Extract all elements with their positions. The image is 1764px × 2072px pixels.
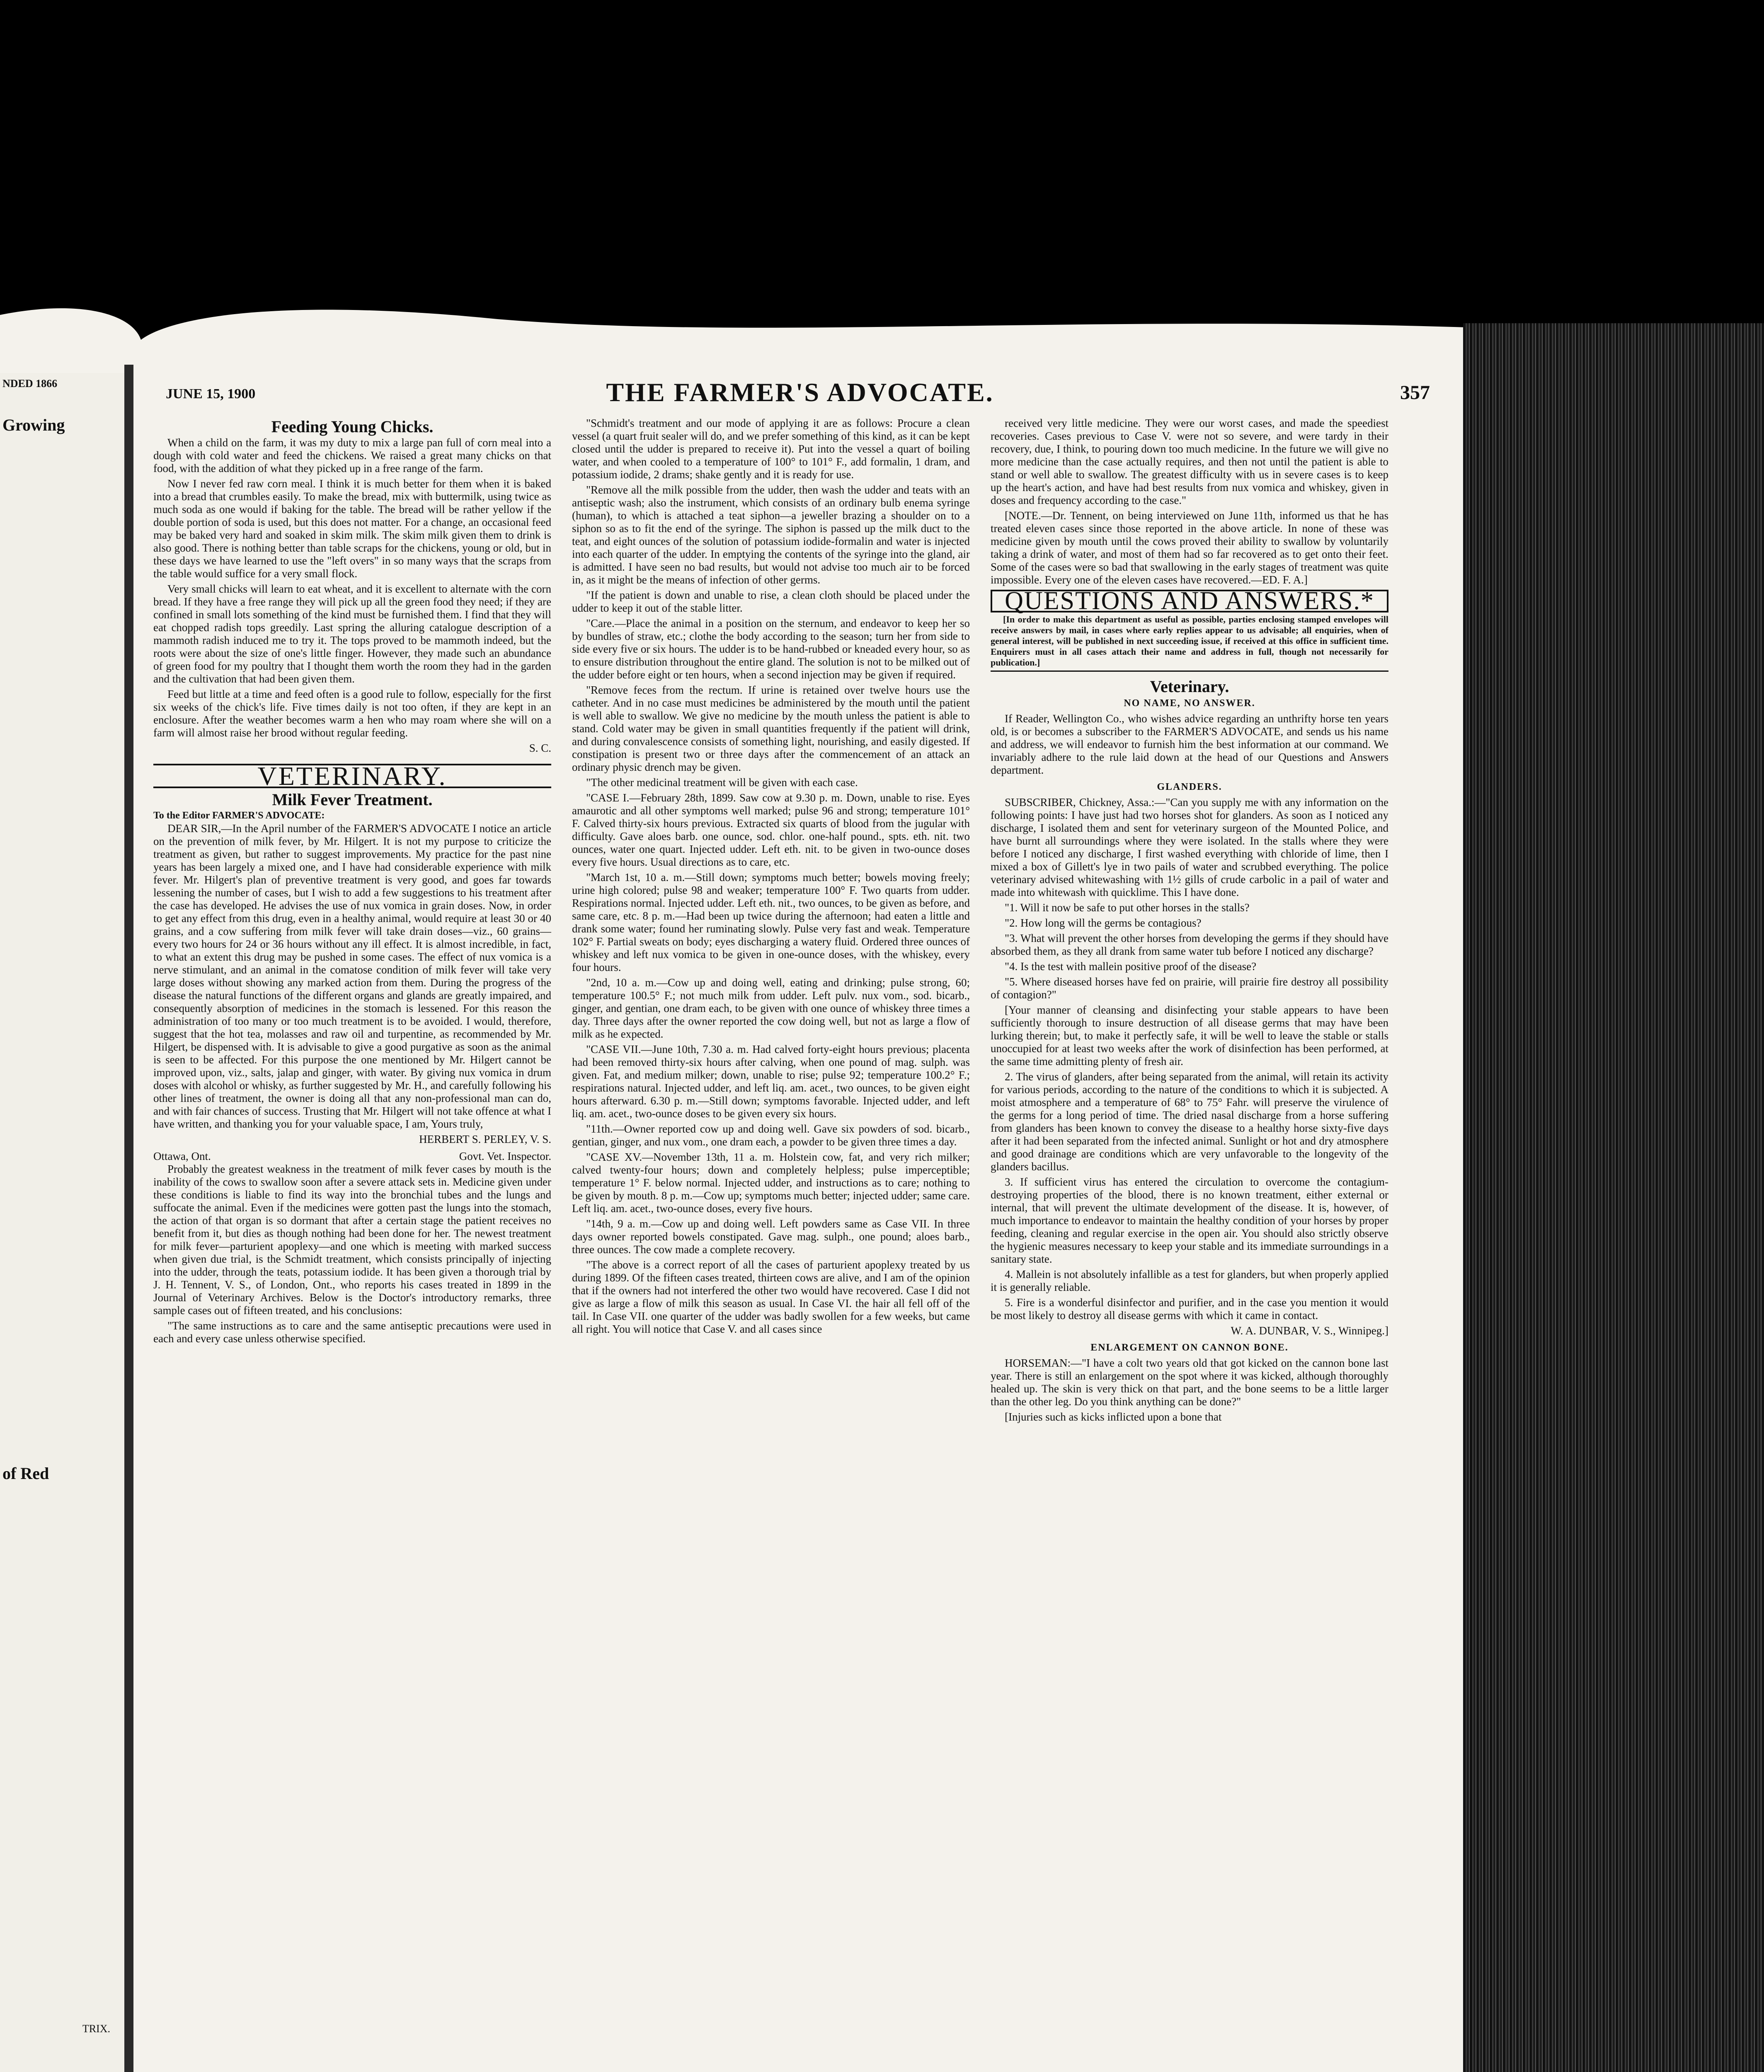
chicks-paragraph: Now I never fed raw corn meal. I think it is much better for them when it is baked into a bread that crumbles easily. To make the bread, mix with buttermilk, using twice as much soda as one would if baking for the table. The bread will be rather yellow if the double portion of soda is used, but this does not matter. For a change, an occasional feed may be baked very hard and soaked in skim milk. The skim milk given them to drink is also good. There is nothing better than table scraps for the chickens, young or old, but in these days we have learned to use the "left overs" in so many ways that the scraps from the table would suffice for a very small flock. [153, 477, 551, 580]
qa-answer: [Injuries such as kicks inflicted upon a bone that [1005, 1411, 1222, 1423]
article-paragraph: received very little medicine. They were our worst cases, and made the speediest recoveries. Cases previous to Case V. were not so severe, and were tardy in their recovery, due, I think, to pouring down too much medicine. In the future we will give no more medicine than the case actually requires, and then not until the patient is able to stand or well able to swallow. The greatest difficulty with us in severe cases is to keep up the heart's action, and have had best results from nux vomica and whiskey, given in doses and frequency according to the case." [991, 417, 1388, 506]
column-1 [153, 417, 551, 2072]
letter-signature-name: HERBERT S. PERLEY, V. S. [419, 1133, 551, 1145]
cannon-bone-title: ENLARGEMENT ON CANNON BONE. [1090, 1342, 1289, 1353]
masthead [153, 377, 1447, 406]
chicks-paragraph: When a child on the farm, it was my duty to mix a large pan full of corn meal into a dough with cold water and feed the chickens. We raised a great many chicks on that food, with the addition of what they picked up in a free range of the farm. [153, 436, 551, 474]
article-paragraph: "The same instructions as to care and the same antiseptic precautions were used in each and every case unless otherwise specified. [153, 1319, 551, 1345]
qa-question: SUBSCRIBER, Chickney, Assa.:—"Can you supply me with any information on the following points: I have just had two horses shot for glanders. As soon as I noticed any discharge, I isolated them and sent for veterinary surgeon of the Mounted Police, and have burnt all surroundings where they were isolated. In the stalls where they were before I noticed any discharge, I first washed everything with chloride of lime, then I mixed a box of Gillett's lye in two pails of water and scrubbed everything. The police veterinary advised whitewashing with 1½ gills of crude carbolic in a pail of water and made into whitewash with quicklime. This I have done. [991, 796, 1388, 898]
questions-answers-note: [In order to make this department as useful as possible, parties enclosing stamped envelopes will receive answers by mail, in cases where early replies appear to us advisable; all enquiries, when of general interest, will be published in next succeeding issue, if received at this office in sufficient time. Enquirers must in all cases attach their name and address in full, though not necessarily for publication.] [991, 614, 1388, 672]
qa-paragraph: If Reader, Wellington Co., who wishes advice regarding an unthrifty horse ten years old, is or becomes a subscriber to the FARMER'S ADVOCATE, and sends us his name and address, we will endeavor to furnish him the best information at our command. We invariably adhere to the rule laid down at the head of our Questions and Answers department. [991, 712, 1388, 776]
chicks-title: Feeding Young Chicks. [271, 417, 434, 436]
case-paragraph: "CASE XV.—November 13th, 11 a. m. Holstein cow, fat, and very rich milker; calved twenty-four hours; down and completely helpless; pulse imperceptible; temperature 1° F. below normal. Injected udder, and instructions as to care; nothing to be given by mouth. 8 p. m.—Cow up; symptoms much better; injected udder; same care. Left liq. am. acet., two-ounce doses, every five hours. [572, 1151, 970, 1215]
chicks-paragraph: Very small chicks will learn to eat wheat, and it is excellent to alternate with the corn bread. If they have a free range they will pick up all the green food they need; if they are confined in small lots something of the kind must be furnished them. I find that they will eat chopped radish tops greedily. Last spring the alluring catalogue description of a mammoth radish induced me to try it. The tops proved to be mammoth indeed, but the roots were about the size of one's little finger. However, they made such an abundance of green food for my poultry that I thought them worth the room they had in the garden and the cultivation that had been given them. [153, 583, 551, 685]
column-3 [991, 417, 1388, 2072]
qa-question: "3. What will prevent the other horses from developing the germs if they should have absorbed them, as they all drank from same water tub before I noticed any discharge? [991, 932, 1388, 957]
veterinary-subheader: Veterinary. [1150, 677, 1229, 696]
case-paragraph: "11th.—Owner reported cow up and doing well. Gave six powders of sod. bicarb., gentian, ginger, and nux vom., one dram each, a powder to be given three times a day. [572, 1123, 970, 1148]
qa-answer: 2. The virus of glanders, after being separated from the animal, will retain its activity for various periods, according to the nature of the conditions to which it is subjected. A moist atmosphere and a temperature of 68° to 75° Fahr. will preserve the virulence of the germs for a long period of time. The dried nasal discharge from a horse suffering from glanders has been known to convey the disease to a healthy horse sixty-five days after it had been separated from the infected animal. Sunlight or hot and dry atmosphere and good drainage are conditions which are very unfavorable to the longevity of the glanders bacillus. [991, 1070, 1388, 1173]
chicks-paragraph: Feed but little at a time and feed often is a good rule to follow, especially for the first six weeks of the chick's life. Five times daily is not too often, if they are kept in an enclosure. After the weather becomes warm a hen who may roam where she will on a farm will almost raise her brood without regular feeding. [153, 688, 551, 739]
letter-paragraph: DEAR SIR,—In the April number of the FARMER'S ADVOCATE I notice an article on the prevention of milk fever, by Mr. Hilgert. It is not my purpose to criticize the treatment as given, but rather to suggest improvements. My practice for the past nine years has been largely a mixed one, and I have had considerable experience with milk fever. Mr. Hilgert's plan of preventive treatment is very good, and goes far towards lessening the number of cases, but I wish to add a few suggestions to his treatment after the case has developed. He advises the use of nux vomica in grain doses. Now, in order to get any effect from this drug, even in a healthy animal, would require at least 30 or 40 grains, and a cow suffering from milk fever will take drain doses—viz., 60 grains—every two hours for 24 or 36 hours without any ill effect. It is almost incredible, in fact, to what an extent this drug may be pushed in some cases. The effect of nux vomica is a nerve stimulant, and an animal in the comatose condition of milk fever will take very large doses without showing any marked action from them. During the progress of the disease the natural functions of the different organs and glands are greatly impaired, and consequently absorption of medicines in the stomach is lessened. For this reason the administration of too many or too much treatment is to be avoided. I would, therefore, suggest that the hot tea, molasses and raw oil and turpentine, as recommended by Mr. Hilgert, be dispensed with. It is advisable to give a good purgative as soon as the animal is seen to be affected. For this purpose the one mentioned by Mr. Hilgert cannot be improved upon, viz., salts, jalap and ginger, with water. By giving nux vomica in drum doses with alcohol or whisky, as further suggested by Mr. H., and carefully following his other lines of treatment, the owner is doing all that any non-professional man can do, and with fair chances of success. Trusting that Mr. Hilgert will not take offence at what I have written, and thanking you for your valuable space, I am, Yours truly, [153, 822, 551, 1130]
article-paragraph: Probably the greatest weakness in the treatment of milk fever cases by mouth is the inability of the cows to swallow soon after a severe attack sets in. Medicine given under these conditions is liable to find its way into the bronchial tubes and the lungs and suffocate the animal. Even if the medicines were gotten past the lungs into the stomach, the action of that organ is so dormant that after a certain stage the patient receives no benefit from it, but dies as though nothing had been done for her. The newest treatment for milk fever—parturient apoplexy—and one which is meeting with marked success when given due trial, is the Schmidt treatment, which consists principally of injecting into the udder, through the teats, potassium iodide. It has been given a thorough trial by J. H. Tennent, V. S., of London, Ont., who reports his cases treated in 1899 in the Journal of Veterinary Archives. Below is the Doctor's introductory remarks, three sample cases out of fifteen treated, and his conclusions: [153, 1163, 551, 1317]
veterinary-header: VETERINARY. [153, 764, 551, 788]
questions-answers-header: QUESTIONS AND ANSWERS.* [991, 590, 1388, 612]
qa-answer: 4. Mallein is not absolutely infallible as a test for glanders, but when properly applied it is generally reliable. [991, 1268, 1388, 1293]
qa-question: "4. Is the test with mallein positive proof of the disease? [1005, 960, 1257, 973]
column-2 [572, 417, 970, 2072]
qa-answer: [Your manner of cleansing and disinfecting your stable appears to have been sufficiently thorough to insure destruction of all disease germs that may have been lurking therein; but, to make it perfectly safe, it will be well to leave the stable or stalls unoccupied for at least two weeks after the work of disinfection has been performed, at the same time admitting plenty of fresh air. [991, 1004, 1388, 1067]
case-paragraph: "14th, 9 a. m.—Cow up and doing well. Left powders same as Case VII. In three days owner reported bowels constipated. Gave mag. sulph., one pound; aloes barb., three ounces. The cow made a complete recovery. [572, 1218, 970, 1256]
schmidt-paragraph: "The other medicinal treatment will be given with each case. [586, 776, 858, 789]
letter-place: Ottawa, Ont. [153, 1150, 211, 1162]
case-paragraph: "March 1st, 10 a. m.—Still down; symptoms much better; bowels moving freely; urine high colored; pulse 98 and weaker; temperature 100° F. Two quarts from udder. Respirations normal. Injected udder. Left eth. nit., two ounces, to be given as before, and same care, etc. 8 p. m.—Had been up twice during the afternoon; had eaten a little and drank some water; found her ruminating slowly. Pulse very fast and weak. Temperature 102° F. Partial sweats on body; eyes discharging a watery fluid. Ordered three ounces of whiskey and left nux vomica to be given in one-ounce doses, with the whiskey, every four hours. [572, 871, 970, 973]
book-gutter [124, 365, 133, 2072]
issue-date: JUNE 15, 1900 [166, 386, 256, 402]
qa-answer: 5. Fire is a wonderful disinfector and purifier, and in the case you mention it would be most likely to destroy all disease germs with which it came in contact. [991, 1296, 1388, 1322]
case-paragraph: "The above is a correct report of all the cases of parturient apoplexy treated by us during 1899. Of the fifteen cases treated, thirteen cows are alive, and I am of the opinion that if the owners had not interfered the other two would have recovered. Case I did not give as large a flow of milk this season as usual. In Case VI. the hair all fell off of the tail. In Case VII. one quarter of the udder was badly swollen for a few weeks, but came all right. You will notice that Case V. and all cases since [572, 1259, 970, 1335]
left-trix: TRIX. [82, 2023, 110, 2035]
left-growing: Growing [2, 416, 65, 434]
case-paragraph: "CASE VII.—June 10th, 7.30 a. m. Had calved forty-eight hours previous; placenta had been removed thirty-six hours after calving, when one pound of mag. sulph. was given. Fat, and medium milker; down, unable to rise; pulse 92; temperature 100.2° F.; respirations natural. Injected udder, and left liq. am. acet., two ounces, to be given eight hours afterward. 6.30 p. m.—Still down; symptoms favorable. Injected udder, and left liq. am. acet., two-ounce doses to be given every six hours. [572, 1043, 970, 1120]
schmidt-paragraph: "Remove all the milk possible from the udder, then wash the udder and teats with an antiseptic wash; also the instrument, which consists of an ordinary bulb enema syringe (human), to which is attached a teat siphon—a jeweller brazing a shoulder on to a siphon so as to fit the end of the syringe. The siphon is passed up the milk duct to the teat, and eight ounces of the solution of potassium iodide-formalin and water is injected into each quarter of the udder. In emptying the contents of the syringe into the gland, air is admitted. I have seen no bad results, but would not advise too much air to be forced in, as it might be the means of infection of other germs. [572, 484, 970, 586]
qa-question: HORSEMAN:—"I have a colt two years old that got kicked on the cannon bone last year. There is still an enlargement on the spot where it was kicked, although thoroughly healed up. The skin is very thick on that part, and the bone seems to be a little larger than the other leg. Do you think anything can be done?" [991, 1357, 1388, 1408]
case-paragraph: "CASE I.—February 28th, 1899. Saw cow at 9.30 p. m. Down, unable to rise. Eyes amaurotic and all other symptoms well marked; pulse 96 and strong; temperature 101° F. Calved thirty-six hours previous. Extracted six quarts of blood from the jugular with difficulty. Gave aloes barb. one ounce, sod. chlor. one-half pound., spts. eth. nit. two ounces, water one quart. Injected udder. Left eth. nit. to be given in two-ounce doses every five hours. Usual directions as to care, etc. [572, 792, 970, 868]
paper-title: THE FARMER'S ADVOCATE. [606, 378, 994, 407]
page-number: 357 [1400, 382, 1430, 404]
schmidt-paragraph: "Remove feces from the rectum. If urine is retained over twelve hours use the catheter. And in no case must medicines be administered by the mouth until the patient is well able to swallow. We give no medicine by the mouth unless the patient is able to stand. Cold water may be given in small quantities frequently if the patient will drink, and during convalescence consists of something light, nourishing, and easily digested. If constipation is present two or three days after the commencement of an attack an ordinary physic drench may be given. [572, 684, 970, 773]
page-content [141, 377, 1455, 2072]
book-edge [1463, 323, 1764, 2072]
case-paragraph: "2nd, 10 a. m.—Cow up and doing well, eating and drinking; pulse strong, 60; temperature 100.5° F.; not much milk from udder. Left pulv. nux vom., sod. bicarb., ginger, and gentian, one dram each, to be given with one ounce of whiskey three times a day. Three days after the owner reported the cow doing well, but not as large a flow of milk as he expected. [572, 976, 970, 1040]
letter-signature-line [153, 1150, 551, 1163]
left-founded: NDED 1866 [2, 378, 58, 390]
no-name-title: NO NAME, NO ANSWER. [1124, 698, 1255, 709]
editor-note: [NOTE.—Dr. Tennent, on being interviewed on June 11th, informed us that he has treated eleven cases since those reported in the above article. In none of these was medicine given by mouth until the cows proved their ability to swallow by voluntarily taking a drink of water, and most of them had so far recovered as to get onto their feet. Some of the cases were so bad that swallowing in the early stages of treatment was quite impossible. Every one of the eleven cases have recovered.—ED. F. A.] [991, 509, 1388, 586]
schmidt-paragraph: "If the patient is down and unable to rise, a clean cloth should be placed under the udder to keep it out of the stable litter. [572, 589, 970, 614]
left-red: of Red [2, 1464, 49, 1483]
page-curl-top [0, 0, 1467, 373]
left-page-fragment [0, 373, 124, 2072]
to-editor: To the Editor FARMER'S ADVOCATE: [153, 810, 325, 821]
glanders-title: GLANDERS. [1157, 782, 1222, 792]
qa-question: "1. Will it now be safe to put other horses in the stalls? [1005, 901, 1250, 914]
chicks-signature: S. C. [529, 742, 551, 754]
qa-question: "5. Where diseased horses have fed on prairie, will prairie fire destroy all possibility of contagion?" [991, 975, 1388, 1001]
schmidt-paragraph: "Care.—Place the animal in a position on the sternum, and endeavor to keep her so by bundles of straw, etc.; clothe the body according to the season; turn her from side to side every five or six hours. The udder is to be hand-rubbed or kneaded every hour, so as to ensure distribution throughout the entire gland. The solution is not to be milked out of the udder before eight or ten hours, when a second injection may be given if required. [572, 617, 970, 681]
milk-fever-title: Milk Fever Treatment. [272, 790, 433, 809]
qa-question: "2. How long will the germs be contagious? [1005, 917, 1202, 929]
qa-answer: 3. If sufficient virus has entered the circulation to overcome the contagium-destroying properties of the blood, there is no known treatment, either external or internal, that will prevent the ultimate development of the disease. It is, however, of much importance to endeavor to maintain the healthy condition of your horses by proper feeding, cleaning and regular exercise in the open air. You should also strictly observe the hygienic measures necessary to keep your stable and its immediate surroundings in a sanitary state. [991, 1176, 1388, 1265]
answer-signature: W. A. DUNBAR, V. S., Winnipeg.] [1231, 1324, 1388, 1337]
letter-title: Govt. Vet. Inspector. [459, 1150, 551, 1162]
schmidt-paragraph: "Schmidt's treatment and our mode of applying it are as follows: Procure a clean vessel (a quart fruit sealer will do, and we prefer something of this kind, as it can be kept closed until the udder is prepared to receive it). Put into the vessel a quart of boiling water, and when cooled to a temperature of 100° to 101° F., add formalin, 1 dram, and potassium iodide, 2 drams; shake gently and it is ready for use. [572, 417, 970, 481]
